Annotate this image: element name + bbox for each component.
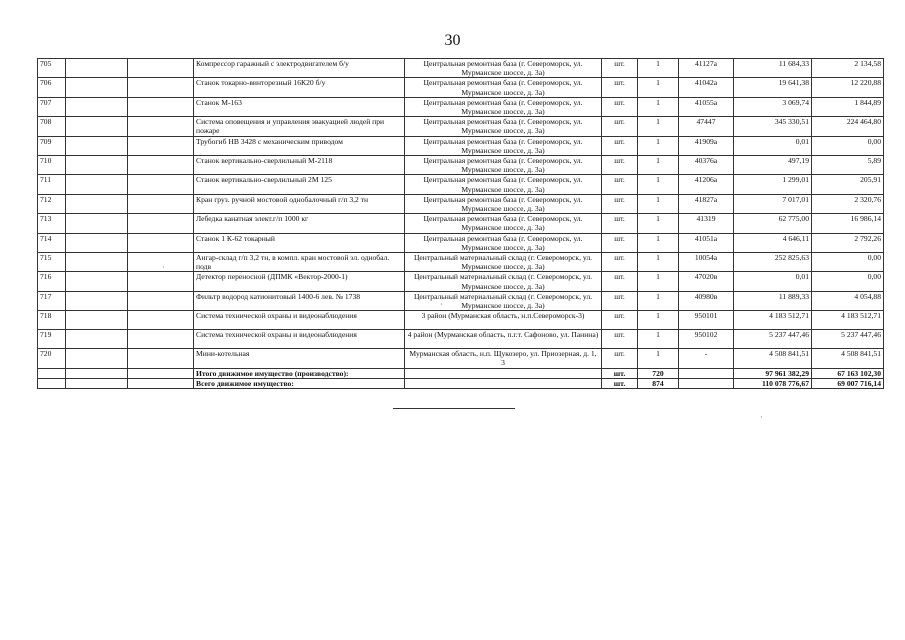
cell-empty xyxy=(128,368,194,378)
cell-qty: 1 xyxy=(638,253,679,272)
cell-qty: 1 xyxy=(638,136,679,155)
cell-empty xyxy=(128,59,194,78)
cell-book: 4 646,11 xyxy=(734,233,812,252)
cell-qty: 1 xyxy=(638,78,679,97)
table-row xyxy=(38,175,884,194)
cell-book: 11 684,33 xyxy=(734,59,812,78)
cell-name: Система оповещения и управления эвакуацией людей при пожаре xyxy=(194,117,405,136)
cell-empty xyxy=(128,214,194,233)
cell-resid: 1 844,89 xyxy=(812,97,884,116)
cell-resid: 205,91 xyxy=(812,175,884,194)
cell-inv: 41827а xyxy=(679,194,734,213)
cell-location: Центральная ремонтная база (г. Североморск, ул. Мурманское шоссе, д. 3а) xyxy=(405,194,602,213)
stray-mark: · xyxy=(440,300,443,309)
cell-inv: 41319 xyxy=(679,214,734,233)
cell-resid: 0,00 xyxy=(812,136,884,155)
table-row xyxy=(38,194,884,213)
cell-location: Центральная ремонтная база (г. Североморск, ул. Мурманское шоссе, д. 3а) xyxy=(405,136,602,155)
cell-empty xyxy=(66,117,128,136)
total-unit: шт. xyxy=(602,378,638,388)
cell-inv: 41909а xyxy=(679,136,734,155)
cell-name: Компрессор гаражный с электродвигателем б/у xyxy=(194,59,405,78)
cell-no: 705 xyxy=(38,59,66,78)
cell-empty xyxy=(128,117,194,136)
cell-empty xyxy=(128,378,194,388)
cell-empty xyxy=(66,233,128,252)
cell-empty xyxy=(128,156,194,175)
total-row xyxy=(38,368,884,378)
table-row xyxy=(38,233,884,252)
cell-empty xyxy=(66,349,128,368)
cell-location: Центральная ремонтная база (г. Североморск, ул. Мурманское шоссе, д. 3а) xyxy=(405,78,602,97)
cell-location: Центральная ремонтная база (г. Североморск, ул. Мурманское шоссе, д. 3а) xyxy=(405,156,602,175)
cell-name: Кран груз. ручной мостовой однобалочный г/п 3,2 тн xyxy=(194,194,405,213)
cell-empty xyxy=(66,175,128,194)
cell-empty xyxy=(128,349,194,368)
cell-resid: 0,00 xyxy=(812,253,884,272)
cell-book: 252 825,63 xyxy=(734,253,812,272)
total-qty: 720 xyxy=(638,368,679,378)
total-resid: 67 163 102,30 xyxy=(812,368,884,378)
cell-empty xyxy=(66,311,128,330)
cell-qty: 1 xyxy=(638,156,679,175)
cell-empty xyxy=(66,253,128,272)
cell-no: 720 xyxy=(38,349,66,368)
cell-no: 718 xyxy=(38,311,66,330)
cell-qty: 1 xyxy=(638,194,679,213)
cell-resid: 2 134,58 xyxy=(812,59,884,78)
cell-qty: 1 xyxy=(638,272,679,291)
table-row xyxy=(38,272,884,291)
cell-empty xyxy=(128,97,194,116)
cell-qty: 1 xyxy=(638,117,679,136)
cell-unit: шт. xyxy=(602,194,638,213)
cell-inv: 41042а xyxy=(679,78,734,97)
cell-book: 11 889,33 xyxy=(734,291,812,310)
cell-empty xyxy=(66,156,128,175)
cell-resid: 16 986,14 xyxy=(812,214,884,233)
cell-empty xyxy=(66,59,128,78)
stray-mark: · xyxy=(760,413,763,422)
cell-empty xyxy=(128,194,194,213)
cell-inv: 41055а xyxy=(679,97,734,116)
cell-inv: 41127а xyxy=(679,59,734,78)
cell-no: 708 xyxy=(38,117,66,136)
cell-resid: 4 054,88 xyxy=(812,291,884,310)
cell-qty: 1 xyxy=(638,311,679,330)
cell-unit: шт. xyxy=(602,97,638,116)
total-label: Итого движимое имущество (производство): xyxy=(194,368,405,378)
total-book: 97 961 382,29 xyxy=(734,368,812,378)
table-row xyxy=(38,117,884,136)
cell-name: Лебедка канатная элект.г/п 1000 кг xyxy=(194,214,405,233)
cell-unit: шт. xyxy=(602,253,638,272)
total-resid: 69 007 716,14 xyxy=(812,378,884,388)
cell-unit: шт. xyxy=(602,330,638,349)
cell-name: Станок вертикально-сверлильный 2М 125 xyxy=(194,175,405,194)
cell-empty xyxy=(66,214,128,233)
cell-unit: шт. xyxy=(602,349,638,368)
cell-empty xyxy=(128,233,194,252)
cell-unit: шт. xyxy=(602,272,638,291)
cell-empty xyxy=(128,253,194,272)
cell-name: Мини-котельная xyxy=(194,349,405,368)
cell-unit: шт. xyxy=(602,117,638,136)
cell-book: 0,01 xyxy=(734,136,812,155)
cell-qty: 1 xyxy=(638,175,679,194)
cell-unit: шт. xyxy=(602,311,638,330)
cell-name: Станок токарно-винторезный 16К20 б/у xyxy=(194,78,405,97)
cell-empty xyxy=(128,175,194,194)
total-book: 110 078 776,67 xyxy=(734,378,812,388)
table-row xyxy=(38,349,884,368)
cell-inv: 40980в xyxy=(679,291,734,310)
cell-empty xyxy=(128,311,194,330)
cell-empty xyxy=(128,136,194,155)
cell-inv: 40376а xyxy=(679,156,734,175)
cell-inv: 47447 xyxy=(679,117,734,136)
cell-empty xyxy=(66,272,128,291)
cell-location: Центральный материальный склад (г. Североморск, ул. Мурманское шоссе, д. 3а) xyxy=(405,253,602,272)
cell-no: 712 xyxy=(38,194,66,213)
cell-no: 716 xyxy=(38,272,66,291)
cell-book: 7 017,01 xyxy=(734,194,812,213)
cell-unit: шт. xyxy=(602,78,638,97)
cell-resid: 12 220,88 xyxy=(812,78,884,97)
cell-inv: 41206а xyxy=(679,175,734,194)
cell-inv: - xyxy=(679,349,734,368)
cell-empty xyxy=(38,368,66,378)
cell-unit: шт. xyxy=(602,214,638,233)
cell-unit: шт. xyxy=(602,291,638,310)
cell-no: 713 xyxy=(38,214,66,233)
cell-qty: 1 xyxy=(638,233,679,252)
cell-book: 4 508 841,51 xyxy=(734,349,812,368)
cell-location: 4 район (Мурманская область, п.г.т. Сафоново, ул. Панина) xyxy=(405,330,602,349)
cell-qty: 1 xyxy=(638,291,679,310)
cell-resid: 4 508 841,51 xyxy=(812,349,884,368)
cell-no: 719 xyxy=(38,330,66,349)
total-qty: 874 xyxy=(638,378,679,388)
cell-empty xyxy=(128,330,194,349)
cell-qty: 1 xyxy=(638,97,679,116)
cell-resid: 2 320,76 xyxy=(812,194,884,213)
cell-location: 3 район (Мурманская область, н.п.Североморск-3) xyxy=(405,311,602,330)
cell-empty xyxy=(679,378,734,388)
cell-inv: 950101 xyxy=(679,311,734,330)
total-unit: шт. xyxy=(602,368,638,378)
cell-inv: 41051а xyxy=(679,233,734,252)
table-row xyxy=(38,214,884,233)
cell-no: 717 xyxy=(38,291,66,310)
cell-resid: 4 183 512,71 xyxy=(812,311,884,330)
cell-qty: 1 xyxy=(638,214,679,233)
cell-resid: 5 237 447,46 xyxy=(812,330,884,349)
table-row xyxy=(38,330,884,349)
cell-book: 497,19 xyxy=(734,156,812,175)
table-row xyxy=(38,311,884,330)
cell-qty: 1 xyxy=(638,59,679,78)
cell-no: 706 xyxy=(38,78,66,97)
cell-inv: 950102 xyxy=(679,330,734,349)
cell-location: Центральная ремонтная база (г. Североморск, ул. Мурманское шоссе, д. 3а) xyxy=(405,233,602,252)
total-row xyxy=(38,378,884,388)
cell-qty: 1 xyxy=(638,330,679,349)
cell-unit: шт. xyxy=(602,136,638,155)
cell-unit: шт. xyxy=(602,175,638,194)
cell-location: Центральная ремонтная база (г. Североморск, ул. Мурманское шоссе, д. 3а) xyxy=(405,214,602,233)
cell-name: Станок 1 К-62 токарный xyxy=(194,233,405,252)
cell-empty xyxy=(66,136,128,155)
table-row xyxy=(38,156,884,175)
cell-name: Ангар-склад г/п 3,2 тн, в компл. кран мостовой эл. однобал. подв xyxy=(194,253,405,272)
cell-resid: 224 464,80 xyxy=(812,117,884,136)
cell-empty xyxy=(66,330,128,349)
cell-name: Детектор переносной (ДПМК «Вектор-2000-1) xyxy=(194,272,405,291)
cell-name: Система технической охраны и видеонаблюдения xyxy=(194,311,405,330)
cell-book: 3 069,74 xyxy=(734,97,812,116)
cell-qty: 1 xyxy=(638,349,679,368)
cell-resid: 0,00 xyxy=(812,272,884,291)
cell-no: 707 xyxy=(38,97,66,116)
cell-book: 1 299,01 xyxy=(734,175,812,194)
cell-name: Система технической охраны и видеонаблюдения xyxy=(194,330,405,349)
cell-book: 62 775,00 xyxy=(734,214,812,233)
table-row xyxy=(38,97,884,116)
cell-empty xyxy=(66,378,128,388)
cell-empty xyxy=(66,194,128,213)
property-registry-table xyxy=(37,58,884,389)
table-row xyxy=(38,78,884,97)
table-row xyxy=(38,136,884,155)
cell-name: Станок М-163 xyxy=(194,97,405,116)
cell-no: 715 xyxy=(38,253,66,272)
cell-empty xyxy=(405,368,602,378)
cell-location: Центральный материальный склад (г. Североморск, ул. Мурманское шоссе, д. 3а) xyxy=(405,272,602,291)
cell-no: 714 xyxy=(38,233,66,252)
cell-empty xyxy=(38,378,66,388)
cell-book: 19 641,38 xyxy=(734,78,812,97)
cell-inv: 47020в xyxy=(679,272,734,291)
cell-unit: шт. xyxy=(602,156,638,175)
cell-no: 709 xyxy=(38,136,66,155)
total-label: Всего движимое имущество: xyxy=(194,378,405,388)
cell-unit: шт. xyxy=(602,59,638,78)
cell-empty xyxy=(66,291,128,310)
cell-resid: 5,89 xyxy=(812,156,884,175)
cell-no: 710 xyxy=(38,156,66,175)
cell-empty xyxy=(66,368,128,378)
cell-empty xyxy=(66,97,128,116)
stray-mark: · xyxy=(162,263,165,272)
cell-location: Мурманская область, н.п. Щукозеро, ул. Приозерная, д. 1, 3 xyxy=(405,349,602,368)
cell-book: 5 237 447,46 xyxy=(734,330,812,349)
signature-line xyxy=(393,408,515,409)
cell-resid: 2 792,26 xyxy=(812,233,884,252)
cell-location: Центральная ремонтная база (г. Североморск, ул. Мурманское шоссе, д. 3а) xyxy=(405,117,602,136)
cell-name: Трубогиб НВ 3428 с механическим приводом xyxy=(194,136,405,155)
registry-body xyxy=(38,59,884,389)
page-number: 30 xyxy=(444,32,461,49)
cell-empty xyxy=(128,291,194,310)
table-row xyxy=(38,291,884,310)
cell-location: Центральная ремонтная база (г. Североморск, ул. Мурманское шоссе, д. 3а) xyxy=(405,59,602,78)
cell-unit: шт. xyxy=(602,233,638,252)
cell-name: Станок вертикально-сверлильный М-2118 xyxy=(194,156,405,175)
cell-empty xyxy=(66,78,128,97)
cell-book: 4 183 512,71 xyxy=(734,311,812,330)
table-row xyxy=(38,59,884,78)
cell-inv: 10054а xyxy=(679,253,734,272)
cell-empty xyxy=(679,368,734,378)
cell-empty xyxy=(128,272,194,291)
cell-name: Фильтр водород катионитовый 1400-6 лев. № 1738 xyxy=(194,291,405,310)
cell-book: 0,01 xyxy=(734,272,812,291)
cell-location: Центральная ремонтная база (г. Североморск, ул. Мурманское шоссе, д. 3а) xyxy=(405,175,602,194)
cell-empty xyxy=(128,78,194,97)
cell-location: Центральная ремонтная база (г. Североморск, ул. Мурманское шоссе, д. 3а) xyxy=(405,97,602,116)
cell-empty xyxy=(405,378,602,388)
cell-no: 711 xyxy=(38,175,66,194)
cell-book: 345 330,51 xyxy=(734,117,812,136)
cell-location: Центральный материальный склад (г. Североморск, ул. Мурманское шоссе, д. 3а) xyxy=(405,291,602,310)
